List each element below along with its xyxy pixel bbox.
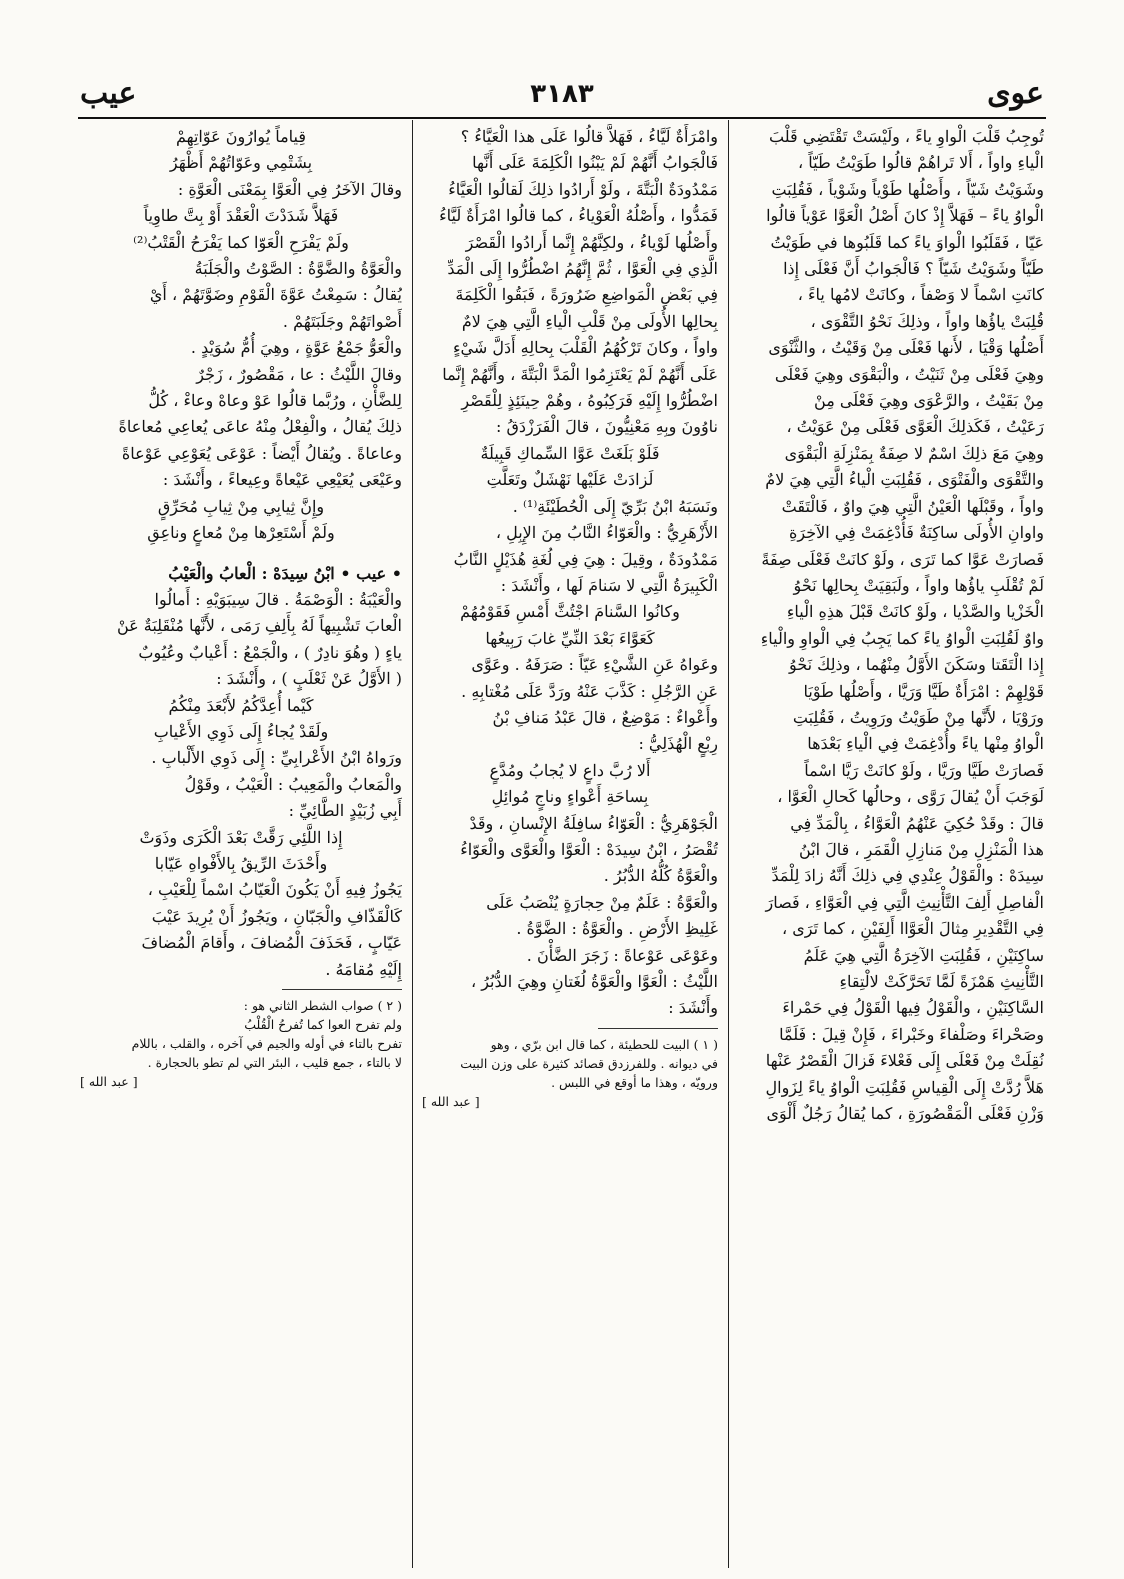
text-line: وعَيْعَى يُعَيْعِي عَيْعاةً وعِيعاءً ، وأَنْشَدَ : (162, 470, 402, 490)
page-header (80, 72, 1044, 116)
text-line: كَالْقَذّافِ والْجَبّانِ ، ويَجُوزُ أَنْ يُرِيدَ عَيْبَ (151, 906, 402, 926)
text-line: إِلَيْهِ مُقامَهُ . (325, 959, 402, 979)
verse-line: إِذا اللَّئِي رَقَّتْ بَعْدَ الْكَرَى وذَوَتْ (139, 827, 343, 847)
text-line: رَعَيْتُ ، فَكَذلِكَ الْعَوَّى فَعْلَى مِنْ عَوَيْتُ ، (786, 417, 1044, 437)
text-line: وعَوْعَى عَوْعاةً : زَجَرَ الضَّأْنَ . (526, 945, 718, 965)
text-line: رِبْعٍ الْهُذَلِيُّ : (638, 734, 718, 754)
text-line: الْجَوْهَرِيُّ : الْعَوّاءُ سافِلَةُ الإِنْسانِ ، وقَدْ (469, 813, 718, 833)
text-line: لَمْ تُقْلَبِ ياؤُها واواً ، ولَبَقِيَتْ بِحالِها نَحْوُ (793, 575, 1044, 595)
text-line: فَصارَتْ طَيَّا ورَيَّا ، ولَوْ كانَتْ رَيَّا اسْماً (804, 760, 1044, 780)
verse-line: ولَمْ يَفْرَحِ الْعَوّا كما يَفْرَحُ الْقَتْبُ⁽²⁾ (133, 232, 349, 252)
text-line: هذا الْمَنْزِلِ مِنْ مَنازِلِ الْقَمَرِ ، قالَ ابْنُ (799, 839, 1044, 859)
text-line: الْياءِ واواً ، أَلا تَراهُمْ قالُوا طَوَيْتُ طَيّاً ، (798, 153, 1044, 173)
text-line: عَلَى أَنَّهُمْ لَمْ يَعْتَزِمُوا الْمَدَّ الْبَتَّةَ ، وأَنَّهُمْ إِنَّما (442, 364, 718, 384)
text-line: قُلِبَتْ ياؤُها واواً ، وذلِكَ نَحْوُ التَّقْوَى ، (810, 311, 1044, 331)
footnote-rule (282, 989, 402, 990)
text-line: قَوْلِهِمْ : امْرَأَةٌ طَيَّا وَرَيَّا ، وأَصْلُها طَوْيَا (803, 681, 1044, 701)
verse-line: كَعَوَّاءَ بَعْدَ النِّيِّ غابَ رَبِيعُها (485, 628, 655, 648)
text-line: ذلِكَ يُقالُ ، والْفِعْلُ مِنْهُ عاعَى يُعاعِي مُعاعاةً (118, 417, 402, 437)
verse-line: فَهَلاَّ شَدَدْتَ الْعَقْدَ أَوْ بِتَّ طاوِياً (143, 206, 339, 226)
verse-line: ولَقَدْ يُجاءُ إِلَى ذَوِي الأَعْيابِ (153, 721, 329, 741)
text-line: والْعَوَّةُ كُلُّهُ الدُّبُرُ . (603, 866, 718, 886)
verse-line: قِياماً يُوارُونَ عَوّاتِهِمْ (175, 127, 307, 146)
text-line: ياءٍ ( وهُوَ نادِرٌ ) ، والْجَمْعُ : أَعْيابٌ وعُيُوبٌ (138, 642, 402, 662)
text-line: وعاعاةً . ويُقالُ أَيْضاً : عَوْعَى يُعَوْعِي عَوْعاةً (121, 443, 402, 463)
header-root-word: عوى (987, 76, 1044, 111)
text-line: الْكَبِيرَةُ الَّتِي لا سَنامَ لَها ، وأَنْشَدَ : (500, 575, 718, 595)
text-line: عَيّابٍ ، فَحَذَفَ الْمُضافَ ، وأَقامَ الْمُضافَ (141, 933, 402, 953)
verse-line: وإِنَّ ثِيابِي مِنْ ثِيابِ مُحَرِّقٍ (157, 496, 325, 516)
header-rule (78, 117, 1046, 119)
text-line: أَبِي زُبَيْدٍ الطَّائِيِّ : (288, 801, 402, 821)
verse-line: وكانُوا السَّنامَ اجْتُثَّ أَمْسِ فَقَوْمُهُمْ (460, 602, 680, 622)
text-line: وقالَ الآخَرُ فِي الْعَوَّا بِمَعْنَى الْعَوَّةِ : (177, 179, 402, 199)
verse-line: وأَحْدَثَ الرِّيقُ بِالأَفْواهِ عَيّابا (154, 853, 328, 873)
text-line: وأَعْواءٌ : مَوْضِعٌ ، قالَ عَبْدُ مَنافِ بْنُ (492, 707, 718, 727)
column-middle (422, 124, 718, 1564)
footnote-rule (598, 1028, 718, 1029)
footnote-line: ( ٢ ) صواب الشطر الثاني هو : (243, 998, 402, 1013)
entry-heading-line: • عيب • ابْنُ سِيدَهْ : الْعابُ والْعَيْبُ (168, 563, 402, 583)
text-line: تُوجِبُ قَلْبَ الْواوِ ياءً ، ولَيْسَتْ تَقْتَضِي قَلْبَ (768, 127, 1044, 146)
text-line: ونَسَبَهُ ابْنُ بَرِّيّ إِلَى الْحُطَيْئَةِ⁽¹⁾ . (512, 496, 718, 516)
text-line: أَصْواتَهُمْ وجَلَبَتَهُمْ . (282, 311, 402, 331)
text-line: قالَ : وقَدْ حُكِيَ عَنْهُمُ الْعَوَّاءُ ، بِالْمَدِّ فِي (790, 813, 1044, 833)
text-line: لِلضَّأْنِ ، ورُبَّما قالُوا عَوْ وعاهْ وعاءْ ، كُلُّ (148, 391, 402, 411)
column-divider-right (728, 120, 729, 1568)
text-line: ناوُونَ وبِهِ مَعْنِيُّونَ ، قالَ الْفَرَزْدَقُ : (496, 417, 718, 437)
text-line: ورَوْيَا ، لأَنَّها مِنْ طَوَيْتُ ورَوِيتُ ، فَقُلِبَتِ (792, 707, 1044, 727)
text-line: ورَواهُ ابْنُ الأَعْرابِيِّ : إِلَى ذَوِي الأَلْبابِ . (151, 748, 402, 768)
text-line: الْواوُ ياءً – فَهَلاَّ إِذْ كانَ أَصْلُ الْعَوَّا عَوْياً قالُوا (766, 206, 1044, 226)
text-line: واواً ، وكانَ تَرْكُهُمُ الْقَلْبَ بِحالِهِ أَدَلَّ شَيْءٍ (453, 338, 718, 358)
footnote-signature: [ عبد الله ] (80, 1074, 138, 1089)
text-line: والْعَوَّةُ والضَّوَّةُ : الصَّوْتُ والْجَلَبَةُ (194, 259, 402, 279)
text-line: التَّأْنِيثِ هَمْزَةً لَمَّا تَحَرَّكَتْ لالْتِقاءِ (839, 972, 1044, 991)
text-line: فَصارَتْ عَوَّا كما تَرَى ، ولَوْ كانَتْ فَعْلَى صِفَةً (761, 549, 1044, 569)
text-line: الْواوُ مِنْها ياءً وأُدْغِمَتْ فِي الْياءِ بَعْدَها (807, 734, 1044, 754)
text-line: وأَصْلُها لَوْياءُ ، ولكِنَّهُمْ إِنَّما أَرادُوا الْقَصْرَ (465, 232, 718, 252)
text-line: عَيّا ، فَقَلَبُوا الْواوَ ياءً كما قَلَبُوها في طَوَيْتُ (770, 232, 1044, 252)
text-line: الَّذِي فِي الْعَوَّا ، ثُمَّ إِنَّهُمُ اضْطُرُّوا إِلَى الْمَدِّ (447, 259, 718, 279)
text-line: والْعَيْبَةُ : الْوَصْمَةُ . قالَ سِيبَوَيْهِ : أَمالُوا (154, 589, 402, 609)
text-line: والْمَعابُ والْمَعِيبُ : الْعَيْبُ ، وقَوْلُ (184, 774, 402, 794)
text-line: لَوَجَبَ أَنْ يُقالَ رَوَّى ، وحالُها كَحالِ الْعَوَّا ، (777, 787, 1044, 807)
text-line: سِيدَهْ : والْقَوْلُ عِنْدِي فِي ذلِكَ أَنَّهُ زادَ لِلْمَدِّ (771, 866, 1044, 886)
text-line: مِنْ بَقَيْتُ ، والرَّعْوَى وهِيَ فَعْلَى مِنْ (814, 391, 1044, 411)
text-line: وَزْنِ فَعْلَى الْمَقْصُورَةِ ، كما يُقالُ رَجُلٌ أَلْوَى (766, 1104, 1044, 1124)
text-line: يَجُوزُ فِيهِ أَنْ يَكُونَ الْعَيّابُ اسْماً لِلْعَيْبِ ، (147, 880, 402, 900)
footnote-line: ولم تفرح العوا كما تُفرحُ الْقُلْبُ (244, 1017, 402, 1032)
header-next-root-word: عيب (80, 76, 137, 111)
entry-gap (80, 547, 402, 561)
verse-line: أَلا رُبَّ داعٍ لا يُجابُ ومُدَّعٍ (489, 760, 651, 780)
verse-line: بِشَتْمِي وعَوّاتُهُمْ أَظْهَرُ (169, 153, 313, 173)
text-line: فِي بَعْضِ الْمَواضِعِ ضَرُورَةً ، فَبَقُوا الْكَلِمَةَ (455, 285, 718, 305)
text-line: وقالَ اللَّيْثُ : عا ، مَقْصُورٌ ، زَجْرٌ (196, 364, 402, 384)
text-line: فَمَدُّوا ، وأَصْلُهُ الْعَوْياءُ ، كما قالُوا امْرَأَةٌ لَيَّاءُ (439, 206, 718, 226)
text-line: وأَنْشَدَ : (668, 998, 718, 1018)
text-line: وشَوَيْتُ شَيّاً ، وأَصْلُها طَوْياً وشَوْياً ، فَقُلِبَتِ (771, 179, 1044, 199)
text-line: فَالْجَوابُ أَنَّهُمْ لَمْ يَبْنُوا الْكَلِمَةَ عَلَى أَنَّها (472, 153, 718, 173)
text-line: الْفاصِلِ أَلِفَ التَّأْنِيثِ الَّتِي فِي الْعَوَّاءِ ، فَصارَ (765, 892, 1044, 912)
footnote-line: تفرح بالتاء في أوله والجيم في آخره ، والقلب ، باللام (131, 1036, 402, 1051)
text-line: اضْطُرُّوا إِلَيْهِ فَرَكِبُوهُ ، وهُمْ حِينَئِذٍ لِلْقَصْرِ (461, 391, 718, 411)
text-line: وامْرَأَةٌ لَيَّاءُ ، فَهَلاَّ قالُوا عَلَى هذا الْعَيَّاءُ ؟ (460, 127, 718, 146)
text-line: تُقْصَرُ ، ابْنُ سِيدَهْ : الْعَوَّا والْعَوَّى والْعَوّاءُ (460, 839, 718, 859)
verse-line: ولَمْ أَسْتَعِرْها مِنْ مُعاعٍ وناعِقِ (147, 523, 335, 543)
text-line: عَنِ الرَّجُلِ : كَذَّبَ عَنْهُ ورَدَّ عَلَى مُغْتابِهِ . (461, 681, 718, 701)
text-line: والتَّقْوَى والْفَتْوَى ، فَقُلِبَتِ الْياءُ الَّتِي هِيَ لامٌ (765, 470, 1044, 490)
text-line: مَمْدُودَةٌ ، وقِيلَ : هِيَ فِي لُغَةِ هُذَيْلٍ النَّابُ (453, 549, 718, 569)
column-divider-left (412, 120, 413, 1568)
text-line: أَصْلُها وَقْيَا ، لأَنها فَعْلَى مِنْ وَقَيْتُ ، والثَّنْوَى (768, 338, 1044, 358)
text-line: يُقالُ : سَمِعْتُ عَوَّةَ الْقَوْمِ وضَوَّتَهُمْ ، أَيْ (149, 285, 402, 305)
text-line: وهِيَ فَعْلَى مِنْ ثَنَيْتُ ، والْبَقْوَى وهِيَ فَعْلَى (774, 364, 1044, 384)
text-line: واوٌ لَقُلِبَتِ الْواوُ ياءً كما يَجِبُ فِي الْواوِ والْياءِ (760, 628, 1044, 648)
text-line: والْعَوُّ جَمْعُ عَوَّةٍ ، وهِيَ أُمُّ سُوَيْدٍ . (190, 338, 402, 358)
text-line: الْخَزْيا والصَّدْيا ، ولَوْ كانَتْ قَبْلَ هذِهِ الْياءِ (786, 602, 1044, 622)
text-line: وعَواهُ عَنِ الشَّيْءِ عَيّاً : صَرَفَهُ . وعَوَّى (471, 655, 718, 675)
text-line: غَلِيظِ الأَرْضِ . والْعَوَّةُ : الضَّوَّةُ . (516, 919, 718, 939)
text-line: وهِيَ مَعَ ذلِكَ اسْمٌ لا صِفَةٌ بِمَنْزِلَةِ الْبَقْوَى (784, 443, 1044, 463)
text-line: بِحالِها الأُولَى مِنْ قَلْبِ الْياءِ الَّتِي هِيَ لامٌ (461, 311, 718, 331)
page-number: ٣١٨٣ (530, 79, 594, 109)
footnote-line: ورويّه ، وهذا ما أوقع في اللبس . (551, 1074, 718, 1090)
text-line: اللَّيْثُ : الْعَوَّا والْعَوَّةُ لُغَتانِ وهِيَ الدُّبُرُ ، (470, 972, 718, 991)
verse-line: بِساحَةِ أَعْواءٍ وناجٍ مُوائِلِ (491, 787, 649, 807)
text-line: ( الأَوَّلُ عَنْ ثَعْلَبٍ ) ، وأَنْشَدَ : (216, 669, 402, 689)
text-line: والْعَوَّةُ : عَلَمٌ مِنْ حِجارَةٍ يُنْصَبُ عَلَى (486, 892, 718, 912)
text-line: السَّاكِنَيْنِ ، والْقَوْلُ فِيها الْقَوْلُ فِي حَمْراءَ (782, 998, 1044, 1018)
text-line: نُقِلَتْ مِنْ فَعْلَى إِلَى فَعْلاءَ فَزالَ الْقَصْرُ عَنْها (765, 1051, 1044, 1071)
text-line: الأَزْهَرِيُّ : والْعَوّاءُ النَّابُ مِنَ الإِبِلِ ، (495, 523, 718, 543)
text-line: الْعابَ تَشْبِيهاً لَهُ بِأَلِفِ رَمَى ، لأَنَّها مُنْقَلِبَةٌ عَنْ (116, 616, 402, 636)
footnote-line: لا بالتاء ، جمع قليب ، البئر التي لم تطو بالحجارة . (147, 1055, 402, 1070)
verse-line: لَزادَتْ عَلَيْها نَهْشَلٌ وتَعَلَّتِ (486, 470, 654, 490)
verse-line: كَيْما أُعِدَّكُمُ لأَبْعَدَ مِنْكُمُ (168, 695, 314, 715)
text-line: هَلاَّ رُدَّتْ إِلَى الْقِياسِ فَقُلِبَتِ الْواوُ ياءً لِزَوالِ (765, 1077, 1044, 1097)
column-left (80, 124, 402, 1564)
text-line: وصَحْراءَ وصَلْفاءَ وخَبْراءَ ، فَإِنْ قِيلَ : فَلَمَّا (779, 1024, 1044, 1044)
text-line: مَمْدُودَةٌ الْبَتَّةَ ، ولَوْ أَرادُوا ذلِكَ لَقالُوا الْعَيَّاءُ (448, 179, 718, 199)
verse-line: فَلَوْ بَلَغَتْ عَوَّا السِّماكِ قَبِيلَةٌ (480, 443, 660, 463)
footnote-signature: [ عبد الله ] (422, 1093, 480, 1109)
text-line: طَيّاً وشَوَيْتُ شَيّاً ؟ فَالْجَوابُ أَنَّ فَعْلَى إِذا (783, 259, 1044, 279)
text-line: فِي التَّقْدِيرِ مِثالَ الْعَوَّاا أَلِفَيْنِ ، كما تَرَى ، (782, 919, 1044, 939)
text-line: كانَتِ اسْماً لا وَصْفاً ، وكانَتْ لامُها ياءً ، (797, 285, 1044, 305)
text-line: ساكِنَيْنِ ، فَقُلِبَتِ الآخِرَةُ الَّتِي هِيَ عَلَمُ (803, 945, 1044, 965)
column-right (738, 124, 1044, 1564)
footnote-line: في ديوانه . وللفرزدق قصائد كثيرة على وزن البيت (460, 1055, 718, 1071)
text-line: إِذا الْتَقَتا وسَكَنَ الأَوَّلُ مِنْهُما ، وذلِكَ نَحْوُ (789, 655, 1044, 675)
text-line: واواً ، وقَبْلَها الْعَيْنُ الَّتِي هِيَ واوٌ ، فَالْتَقَتْ (781, 496, 1044, 516)
text-line: واوانِ الأُولَى ساكِنَةٌ فَأُدْغِمَتْ فِي الآخِرَةِ (789, 523, 1044, 543)
footnote-line: ( ١ ) البيت للحطيئة ، كما قال ابن برّي ، وهو (490, 1036, 718, 1052)
